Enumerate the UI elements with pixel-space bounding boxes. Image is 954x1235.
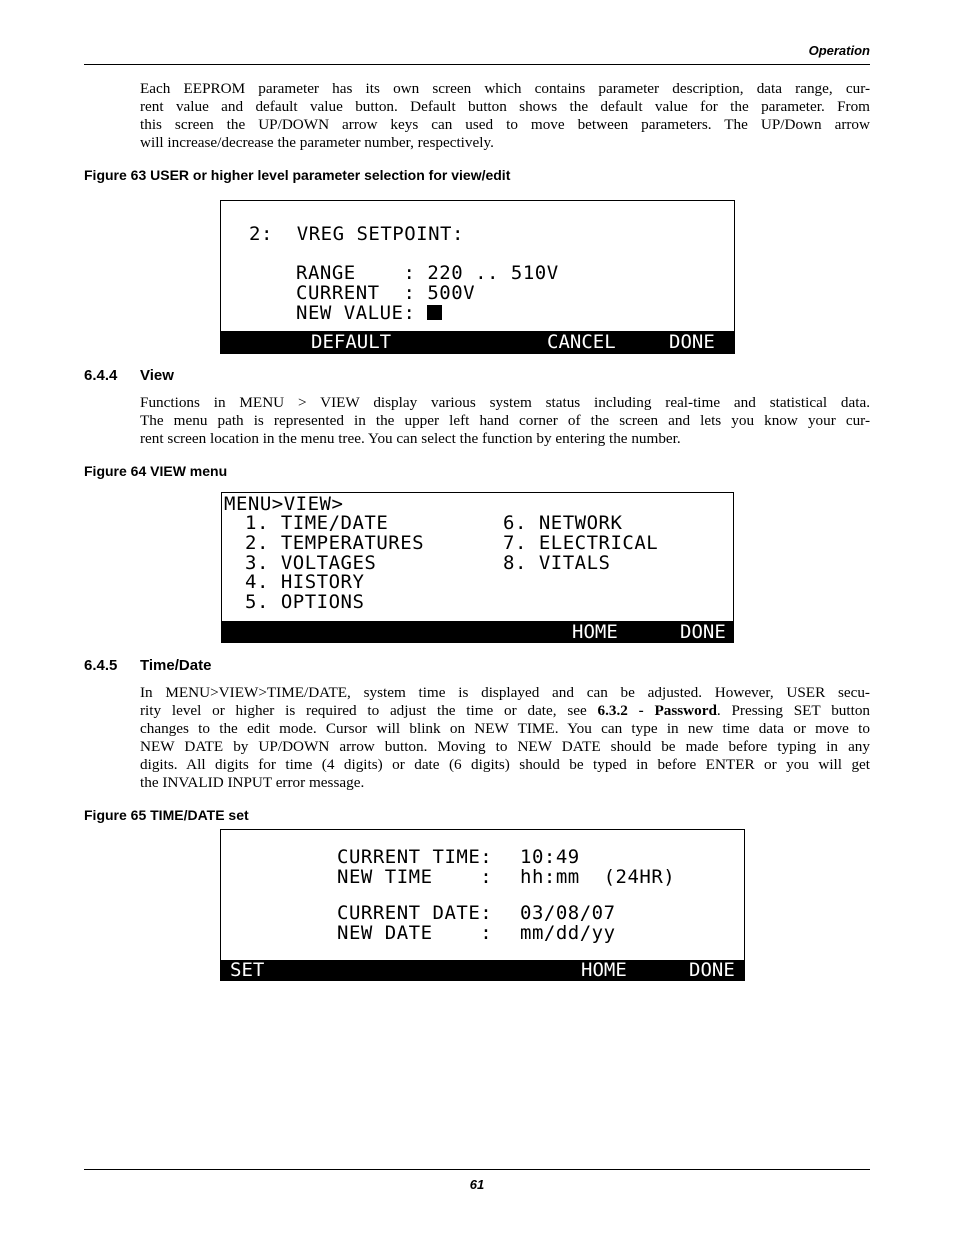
text-line: rent value and default value button. Default button shows the default value for the parameter. From [140,98,870,115]
text-line: this screen the UP/DOWN arrow keys can used to move between parameters. The UP/Down arrow [140,116,870,133]
figure-64-lcd-screen [221,492,734,643]
done-button[interactable]: DONE [680,621,726,643]
text-line: In MENU>VIEW>TIME/DATE, system time is displayed and can be adjusted. However, USER secu- [140,684,870,701]
menu-item-history[interactable]: 4. HISTORY [245,571,365,593]
set-button[interactable]: SET [230,959,265,981]
done-button[interactable]: DONE [669,331,715,353]
new-date-label: NEW DATE : [337,922,493,944]
text-line: digits. All digits for time (4 digits) or date (6 digits) should be typed in before ENTER or you will get [140,756,870,773]
section-title: View [140,367,174,384]
page-number: 61 [469,1177,485,1192]
current-date-value: 03/08/07 [520,902,616,924]
menu-item-electrical[interactable]: 7. ELECTRICAL [503,532,659,554]
current-time-value: 10:49 [520,846,580,868]
menu-item-time-date[interactable]: 1. TIME/DATE [245,512,389,534]
new-time-input[interactable]: hh:mm (24HR) [520,866,676,888]
figure-64-caption: Figure 64 VIEW menu [84,463,228,479]
menu-item-voltages[interactable]: 3. VOLTAGES [245,552,377,574]
menu-item-temperatures[interactable]: 2. TEMPERATURES [245,532,425,554]
text-line: Each EEPROM parameter has its own screen which contains parameter description, data range, cur- [140,80,870,97]
figure-63-caption: Figure 63 USER or higher level parameter selection for view/edit [84,167,511,183]
new-date-input[interactable]: mm/dd/yy [520,922,616,944]
text-line: changes to the edit mode. Cursor will blink on NEW TIME. You can type in new time data or move to [140,720,870,737]
figure-65-lcd-screen [220,829,745,981]
section-heading-6-4-4 [84,367,174,384]
lcd-softkey-bar [222,621,733,642]
text-line: The menu path is represented in the upper left hand corner of the screen and lets you know your cur- [140,412,870,429]
section-number: 6.4.4 [84,367,118,384]
text-line: Functions in MENU > VIEW display various system status including real-time and statistical data. [140,394,870,411]
view-paragraph [140,394,870,448]
text-line [140,702,870,720]
lcd-menu-path: MENU>VIEW> [224,493,344,515]
input-cursor [427,305,442,320]
figure-63-lcd-screen [220,200,735,354]
text-line: the INVALID INPUT error message. [140,774,365,791]
lcd-new-value-line [296,303,442,323]
running-header-section: Operation [808,43,870,58]
section-number: 6.4.5 [84,657,118,674]
time-date-paragraph [140,684,870,792]
menu-item-vitals[interactable]: 8. VITALS [503,552,611,574]
lcd-softkey-bar [221,331,734,353]
header-rule [84,64,870,65]
menu-item-options[interactable]: 5. OPTIONS [245,591,365,613]
text-line: NEW DATE by UP/DOWN arrow button. Moving to NEW DATE should be made before typing in any [140,738,870,755]
section-heading-6-4-5 [84,657,211,674]
lcd-new-value-label: NEW VALUE: [296,302,428,324]
text-line: will increase/decrease the parameter number, respectively. [140,134,494,151]
footer-rule [84,1169,870,1170]
lcd-current-line: CURRENT : 500V [296,282,476,304]
current-time-label: CURRENT TIME: [337,846,493,868]
new-time-label: NEW TIME : [337,866,493,888]
figure-65-caption: Figure 65 TIME/DATE set [84,807,249,823]
lcd-range-line: RANGE : 220 .. 510V [296,262,559,284]
default-button[interactable]: DEFAULT [311,331,392,353]
text-line: rent screen location in the menu tree. You can select the function by entering the number. [140,430,681,447]
current-date-label: CURRENT DATE: [337,902,493,924]
done-button[interactable]: DONE [689,959,735,981]
text-run: rity level or higher is required to adjust the time or date, see [140,702,598,719]
cancel-button[interactable]: CANCEL [547,331,616,353]
lcd-softkey-bar [221,960,744,980]
text-run: . Pressing SET button [716,702,871,719]
intro-paragraph [140,80,870,152]
lcd-parameter-title: 2: VREG SETPOINT: [249,223,464,245]
password-section-reference: 6.3.2 - Password [597,702,717,719]
home-button[interactable]: HOME [572,621,618,643]
home-button[interactable]: HOME [581,959,627,981]
section-title: Time/Date [140,657,212,674]
menu-item-network[interactable]: 6. NETWORK [503,512,623,534]
